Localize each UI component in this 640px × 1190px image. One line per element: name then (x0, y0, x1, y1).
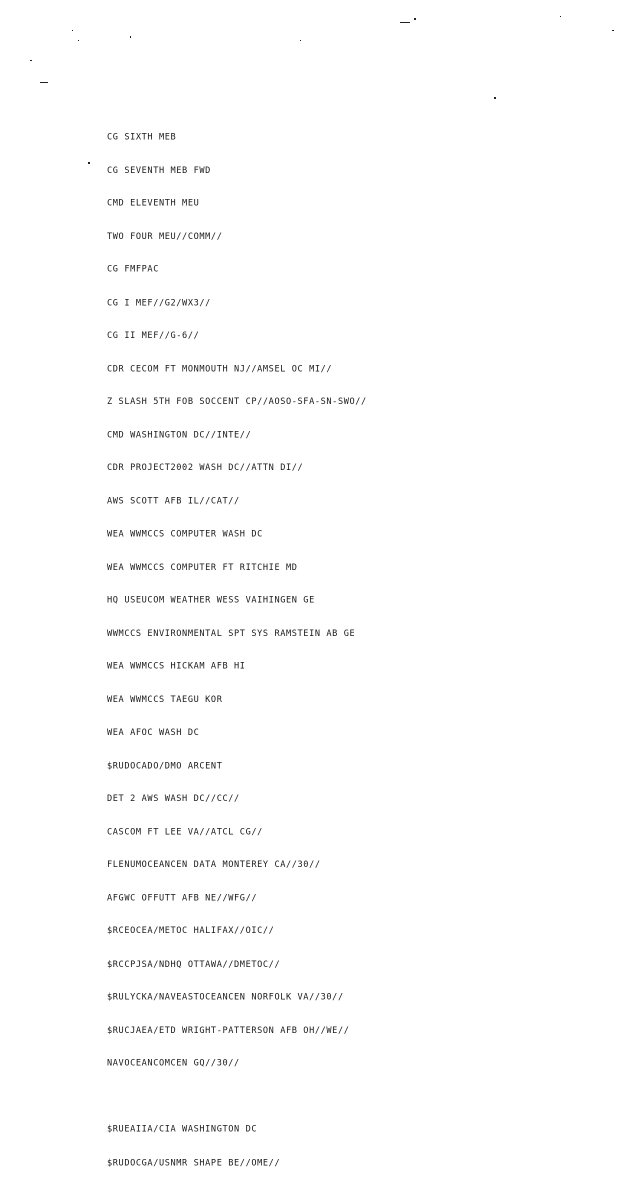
scan-speck (40, 82, 48, 83)
address-line: CG SEVENTH MEB FWD (107, 165, 211, 176)
address-line: CG I MEF//G2/WX3// (107, 297, 211, 308)
address-line: CG II MEF//G-6// (107, 330, 200, 341)
address-line: Z SLASH 5TH FOB SOCCENT CP//AOSO-SFA-SN-SWO// (107, 396, 367, 408)
message-address-list (107, 110, 367, 1190)
address-line: $RULYCKA/NAVEASTOCEANCEN NORFOLK VA//30// (107, 991, 344, 1003)
scan-speck (78, 40, 79, 41)
scan-speck (400, 22, 410, 23)
scan-speck (88, 162, 90, 164)
address-line: CASCOM FT LEE VA//ATCL CG// (107, 826, 263, 838)
address-line: CG SIXTH MEB (107, 132, 177, 143)
scan-speck (30, 60, 32, 61)
address-line: AFGWC OFFUTT AFB NE//WFG// (107, 892, 258, 904)
address-line: WWMCCS ENVIRONMENTAL SPT SYS RAMSTEIN AB GE (107, 628, 356, 639)
address-line: CG FMFPAC (107, 264, 159, 275)
scan-speck (560, 16, 561, 17)
address-line: $RUDOCGA/USNMR SHAPE BE//OME// (107, 1157, 281, 1168)
address-line: DET 2 AWS WASH DC//CC// (107, 793, 240, 805)
address-line: $RUDOCADO/DMO ARCENT (107, 760, 223, 771)
address-line: TWO FOUR MEU//COMM// (107, 231, 223, 242)
scan-speck (130, 36, 131, 38)
address-line: AWS SCOTT AFB IL//CAT// (107, 495, 240, 507)
address-line: CMD WASHINGTON DC//INTE// (107, 429, 252, 441)
address-line: CMD ELEVENTH MEU (107, 198, 200, 209)
address-line: CDR PROJECT2002 WASH DC//ATTN DI// (107, 462, 304, 474)
address-line: $RUEAIIA/CIA WASHINGTON DC (107, 1124, 258, 1135)
scan-speck (494, 97, 496, 99)
address-line: $RUCJAEA/ETD WRIGHT-PATTERSON AFB OH//WE// (107, 1025, 350, 1036)
address-line: WEA WWMCCS COMPUTER WASH DC (107, 528, 263, 540)
scan-speck (612, 30, 614, 31)
address-line: NAVOCEANCOMCEN GQ//30// (107, 1058, 240, 1069)
address-line: $RCCPJSA/NDHQ OTTAWA//DMETOC// (107, 958, 281, 970)
address-line: FLENUMOCEANCEN DATA MONTEREY CA//30// (107, 859, 321, 871)
address-line: WEA WWMCCS HICKAM AFB HI (107, 661, 246, 672)
blank-line (107, 1091, 367, 1102)
scan-speck (300, 40, 301, 41)
scan-speck (72, 30, 73, 31)
address-line: WEA WWMCCS TAEGU KOR (107, 694, 223, 705)
address-line: WEA AFOC WASH DC (107, 727, 200, 738)
address-line: CDR CECOM FT MONMOUTH NJ//AMSEL OC MI// (107, 363, 333, 375)
scan-speck (414, 18, 416, 20)
address-line: HQ USEUCOM WEATHER WESS VAIHINGEN GE (107, 595, 315, 606)
address-line: WEA WWMCCS COMPUTER FT RITCHIE MD (107, 562, 298, 573)
address-line: $RCEOCEA/METOC HALIFAX//OIC// (107, 925, 275, 937)
